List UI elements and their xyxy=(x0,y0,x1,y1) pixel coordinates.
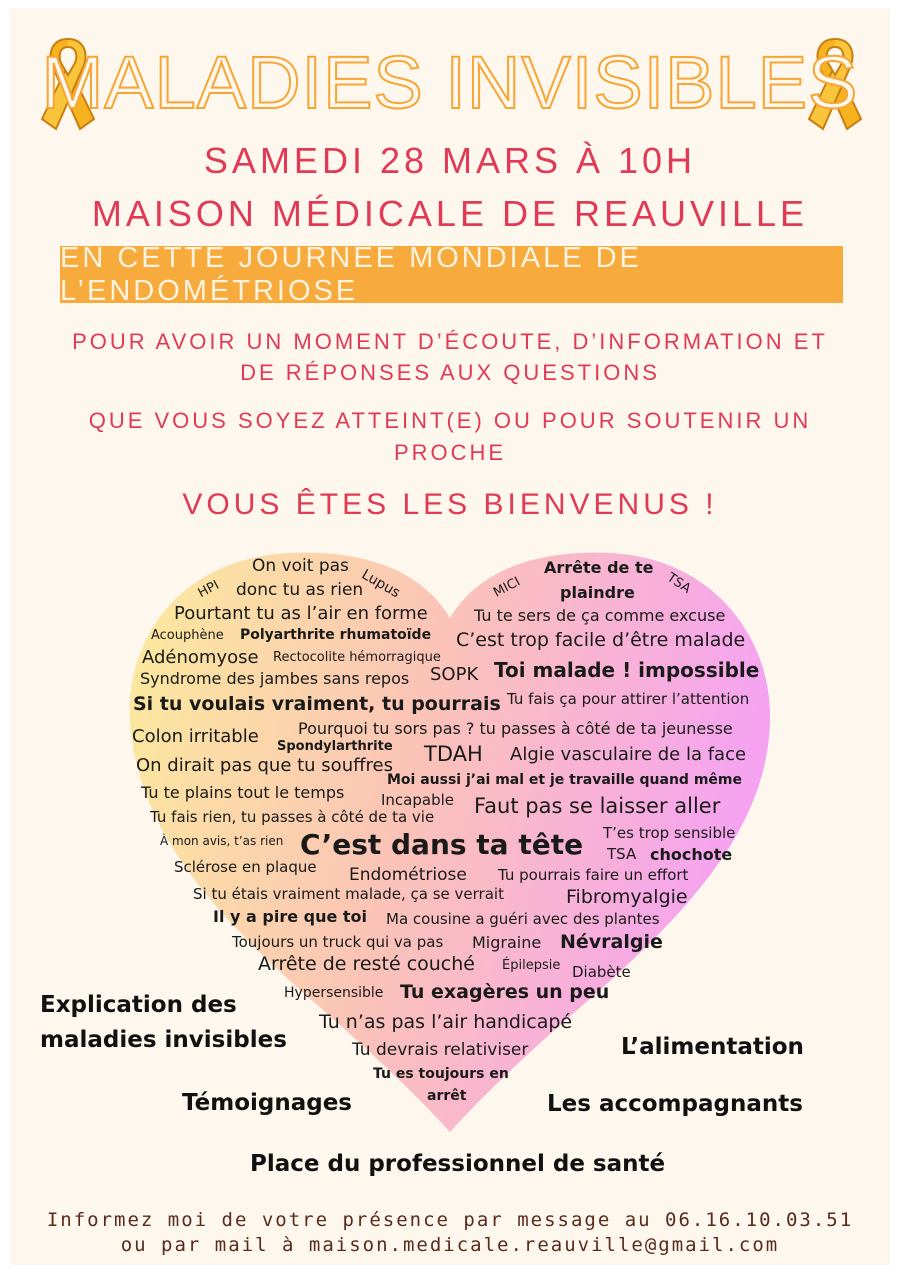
cloud-word: HPI xyxy=(195,577,222,602)
cloud-word: TSA xyxy=(663,570,694,597)
topic-alimentation: L’alimentation xyxy=(621,1034,804,1060)
cloud-word: Algie vasculaire de la face xyxy=(510,744,747,765)
cloud-word: Endométriose xyxy=(349,865,467,885)
cloud-word: Si tu étais vraiment malade, ça se verrait xyxy=(193,885,504,903)
audience-line-2: PROCHE xyxy=(393,440,507,465)
cloud-word: Migraine xyxy=(472,933,542,952)
cloud-word: SOPK xyxy=(430,664,479,685)
cloud-word: Névralgie xyxy=(560,931,663,953)
cloud-word: arrêt xyxy=(427,1088,467,1104)
contact-phone-line: Informez moi de votre présence par message au 06.16.10.03.51 xyxy=(46,1209,854,1231)
banner-text: EN CETTE JOURNÉE MONDIALE DE L’ENDOMÉTRIOSE xyxy=(60,241,642,307)
cloud-word: Rectocolite hémorragique xyxy=(273,650,441,665)
topic-professionnel: Place du professionnel de santé xyxy=(250,1151,666,1177)
cloud-word: C’est trop facile d’être malade xyxy=(456,629,746,651)
cloud-word: Faut pas se laisser aller xyxy=(474,794,721,818)
cloud-word: On voit pas xyxy=(252,556,349,576)
cloud-word: Pourtant tu as l’air en forme xyxy=(174,603,428,624)
cloud-word: Hypersensible xyxy=(284,985,384,1001)
cloud-word: Lupus xyxy=(358,566,403,602)
cloud-word: C’est dans ta tête xyxy=(300,828,584,861)
cloud-word: plaindre xyxy=(560,583,635,602)
cloud-word: Si tu voulais vraiment, tu pourrais xyxy=(133,693,501,715)
cloud-word: Tu es toujours en xyxy=(373,1066,509,1082)
cloud-word: Il y a pire que toi xyxy=(213,907,368,926)
audience-line-1: QUE VOUS SOYEZ ATTEINT(E) OU POUR SOUTENIR UN xyxy=(88,408,812,433)
cloud-word: Ma cousine a guéri avec des plantes xyxy=(386,910,660,928)
cloud-word: Toi malade ! impossible xyxy=(494,658,760,682)
cloud-word: Tu exagères un peu xyxy=(400,981,610,1003)
cloud-word: Sclérose en plaque xyxy=(174,858,317,876)
cloud-word: donc tu as rien xyxy=(236,580,364,600)
cloud-word: Toujours un truck qui va pas xyxy=(232,933,444,951)
topic-temoignages: Témoignages xyxy=(182,1090,352,1116)
cloud-word: T’es trop sensible xyxy=(603,824,736,842)
cloud-word: Spondylarthrite xyxy=(277,739,393,754)
cloud-word: Incapable xyxy=(381,791,455,809)
cloud-word: Tu fais ça pour attirer l’attention xyxy=(507,690,750,708)
welcome-text: VOUS ÊTES LES BIENVENUS ! xyxy=(182,488,718,521)
cloud-word: MICI xyxy=(491,574,523,601)
cloud-word: Tu n’as pas l’air handicapé xyxy=(319,1011,573,1033)
purpose-line-2: DE RÉPONSES AUX QUESTIONS xyxy=(240,360,660,385)
cloud-word: TDAH xyxy=(424,742,483,766)
cloud-word: Colon irritable xyxy=(132,726,259,747)
cloud-word: Tu fais rien, tu passes à côté de ta vie xyxy=(150,808,435,826)
purpose-line-1: POUR AVOIR UN MOMENT D’ÉCOUTE, D’INFORMATION ET xyxy=(72,329,828,354)
cloud-word: Pourquoi tu sors pas ? tu passes à côté de ta jeunesse xyxy=(298,719,733,738)
cloud-word: Tu te plains tout le temps xyxy=(141,783,345,802)
cloud-word: On dirait pas que tu souffres xyxy=(136,755,393,776)
poster-title: MALADIES INVISIBLES xyxy=(41,41,859,124)
event-date: SAMEDI 28 MARS À 10H xyxy=(203,140,697,181)
cloud-word: Acouphène xyxy=(151,628,224,643)
cloud-word: Adénomyose xyxy=(142,647,259,668)
cloud-word: Arrête de resté couché xyxy=(258,953,475,975)
cloud-word: Épilepsie xyxy=(502,958,561,973)
cloud-word: Moi aussi j’ai mal et je travaille quand même xyxy=(387,772,742,788)
cloud-word: Tu devrais relativiser xyxy=(352,1040,529,1060)
cloud-word: Diabète xyxy=(572,963,631,981)
cloud-word: Arrête de te xyxy=(544,558,654,577)
cloud-word: Polyarthrite rhumatoïde xyxy=(240,627,432,643)
contact-email-line: ou par mail à maison.medicale.reauville@gmail.com xyxy=(120,1234,780,1256)
topic-explication-line-2: maladies invisibles xyxy=(40,1027,287,1053)
topic-explication-line-1: Explication des xyxy=(40,992,237,1018)
topic-accompagnants: Les accompagnants xyxy=(547,1091,803,1117)
event-place: MAISON MÉDICALE DE REAUVILLE xyxy=(91,193,809,234)
cloud-word: Fibromyalgie xyxy=(566,886,688,908)
cloud-word: Tu pourrais faire un effort xyxy=(498,866,689,884)
cloud-word: chochote xyxy=(650,845,733,864)
cloud-word: TSA xyxy=(607,845,637,863)
cloud-word: Tu te sers de ça comme excuse xyxy=(474,606,726,625)
cloud-word: Syndrome des jambes sans repos xyxy=(140,669,410,688)
cloud-word: À mon avis, t’as rien xyxy=(160,834,284,848)
